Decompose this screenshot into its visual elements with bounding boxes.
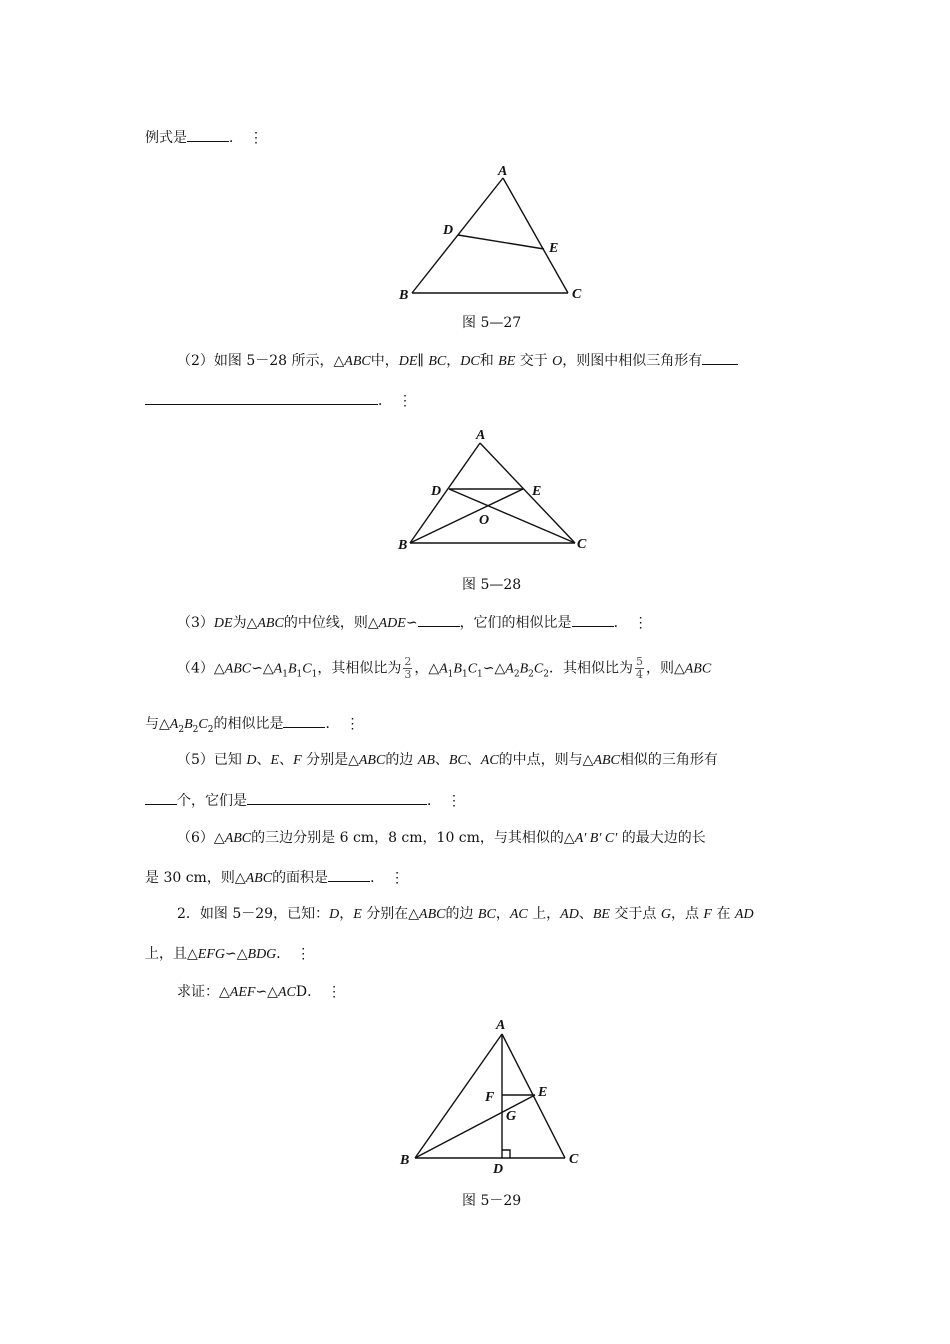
- label-e: E: [538, 1085, 548, 1100]
- label-a: A: [498, 164, 508, 179]
- paragraph-mark: ⋮: [390, 870, 405, 886]
- text: 和: [479, 353, 494, 369]
- math: C: [533, 661, 544, 677]
- math: AB: [417, 753, 435, 768]
- text: ，: [495, 906, 510, 922]
- caption-5-27: 图 5—27: [462, 315, 522, 331]
- math: 1: [311, 669, 318, 680]
- paragraph-mark: ⋮: [398, 393, 412, 409]
- math: B: [519, 661, 529, 677]
- question-5-line-1: [177, 750, 718, 771]
- text: 的边: [445, 906, 474, 922]
- text: ，点: [670, 906, 699, 922]
- text: 的边: [385, 752, 414, 768]
- text: 交于: [519, 353, 548, 369]
- text: 是 30 cm，则△: [145, 870, 246, 886]
- math: AEF: [229, 985, 256, 1000]
- math: EFG: [197, 947, 225, 962]
- math: ∽: [225, 946, 237, 962]
- text: ．: [325, 716, 340, 732]
- text: ，: [339, 906, 354, 922]
- math: 2: [178, 724, 185, 735]
- label-a: A: [476, 428, 486, 443]
- math: ∽: [482, 660, 495, 677]
- math: BC: [477, 907, 496, 922]
- label-g: G: [506, 1109, 517, 1124]
- math: DE: [398, 354, 418, 369]
- answer-blank: [418, 612, 460, 627]
- label-d: D: [493, 1162, 504, 1174]
- text: 相似的三角形有: [619, 752, 718, 768]
- math: AC: [480, 753, 499, 768]
- math: 1: [477, 669, 483, 680]
- math: ABC: [224, 831, 252, 846]
- text: ，则图中相似三角形有: [562, 353, 703, 369]
- math: DC: [460, 354, 480, 369]
- math: B: [184, 717, 193, 732]
- question-3: [177, 612, 648, 634]
- figure-5-27: [395, 160, 590, 305]
- math: ABC: [419, 907, 446, 922]
- label-e: E: [532, 484, 542, 499]
- text: 、: [256, 752, 271, 768]
- text: ．: [307, 984, 322, 1000]
- caption-5-29: 图 5－29: [462, 1193, 522, 1209]
- text: 分别是△: [306, 752, 359, 768]
- text: （3）: [177, 615, 214, 631]
- answer-blank: [247, 790, 427, 805]
- math: ABC: [257, 616, 284, 631]
- text: 、: [578, 906, 593, 922]
- math: BDG: [247, 947, 277, 962]
- text: （5）已知: [177, 752, 242, 768]
- math: ∽: [405, 615, 418, 631]
- math: D: [329, 907, 340, 922]
- math: 2: [207, 724, 214, 735]
- math: 2: [528, 669, 534, 680]
- label-c: C: [569, 1152, 579, 1167]
- math: BC: [428, 354, 447, 369]
- math: D: [295, 984, 308, 1000]
- question-6-line-2: [145, 867, 404, 889]
- math: A: [505, 661, 514, 677]
- text: 求证：△: [177, 984, 230, 1000]
- problem-2-line-1: [177, 904, 754, 925]
- answer-blank: [145, 390, 378, 405]
- text: 的面积是: [272, 870, 329, 886]
- paragraph-mark: ⋮: [633, 615, 648, 631]
- paragraph-mark: ⋮: [249, 130, 263, 146]
- label-c: C: [572, 287, 582, 302]
- fraction-5-4: $\frac{5}{4}$: [635, 655, 643, 681]
- text: 在: [716, 906, 731, 922]
- math: 2: [513, 669, 520, 680]
- math: E: [270, 753, 280, 768]
- math: 1: [447, 669, 454, 680]
- label-o: O: [479, 513, 490, 528]
- question-2-line-1: [177, 350, 738, 372]
- math: AC: [509, 907, 528, 922]
- math: A: [439, 661, 448, 677]
- math: ∥: [417, 353, 424, 369]
- text: 、: [466, 752, 481, 768]
- label-f: F: [485, 1090, 495, 1105]
- text: △: [494, 660, 506, 677]
- text: 中，: [370, 353, 399, 369]
- math: D: [246, 753, 257, 768]
- text: ．: [427, 793, 441, 809]
- math: A′ B′ C′: [574, 831, 618, 846]
- text: 的相似比是: [213, 716, 284, 732]
- text: （2）如图 5－28 所示，△: [177, 353, 345, 369]
- math: O: [552, 354, 563, 369]
- math: A: [169, 717, 179, 732]
- math: AC: [277, 985, 296, 1000]
- text: ，其相似比为: [317, 660, 402, 677]
- answer-blank: [187, 127, 229, 142]
- text: 、: [279, 752, 294, 768]
- text: ，则△: [645, 660, 685, 677]
- math: A: [273, 661, 283, 677]
- math: ABC: [684, 661, 712, 677]
- text: △: [267, 984, 278, 1000]
- math: ∽: [251, 660, 263, 677]
- text: 交于点: [614, 906, 657, 922]
- caption-5-28: 图 5—28: [462, 577, 522, 593]
- math: C: [467, 661, 478, 677]
- math: 1: [296, 669, 303, 680]
- text: ．: [613, 615, 628, 631]
- answer-blank: [328, 867, 370, 882]
- math: BC: [448, 753, 467, 768]
- math: ADE: [378, 616, 406, 631]
- math: BE: [592, 907, 610, 922]
- paragraph-mark: ⋮: [296, 946, 311, 962]
- question-2-line-2: [145, 390, 412, 411]
- text: 2．如图 5－29，已知：: [177, 906, 330, 922]
- text: ．: [229, 130, 243, 146]
- paragraph-mark: ⋮: [327, 984, 342, 1000]
- label-b: B: [398, 538, 408, 553]
- text: 个，它们是: [177, 793, 247, 809]
- figure-5-29: [395, 1012, 595, 1174]
- text: 分别在△: [366, 906, 420, 922]
- math: C: [302, 661, 312, 677]
- question-6-line-1: [177, 828, 706, 849]
- math: B: [453, 661, 462, 677]
- text: △: [262, 660, 274, 677]
- answer-blank: [145, 790, 177, 805]
- fraction-2-3: $\frac{2}{3}$: [404, 655, 412, 681]
- math: DE: [213, 616, 233, 631]
- math: C: [198, 717, 208, 732]
- math: ABC: [224, 661, 252, 677]
- question-4-line-2: [145, 713, 359, 740]
- text: ．: [378, 393, 392, 409]
- text: 的中位线，则△: [283, 615, 379, 631]
- math: G: [660, 907, 671, 922]
- text: 与△: [145, 716, 170, 732]
- text: 上，: [532, 906, 561, 922]
- text: 上，且△: [145, 946, 198, 962]
- answer-blank: [572, 612, 614, 627]
- math: E: [353, 907, 362, 922]
- text: 的三边分别是 6 cm，8 cm，10 cm，与其相似的△: [251, 830, 575, 846]
- text: ，它们的相似比是: [459, 615, 572, 631]
- text: （6）△: [177, 830, 225, 846]
- answer-blank: [702, 350, 738, 365]
- label-a: A: [496, 1018, 506, 1033]
- text: △: [236, 946, 248, 962]
- label-d: D: [443, 223, 454, 238]
- text: ，: [446, 353, 461, 369]
- label-e: E: [549, 241, 559, 256]
- label-b: B: [400, 1153, 410, 1168]
- text: ，△: [414, 660, 440, 677]
- text: 、: [434, 752, 449, 768]
- math: F: [703, 907, 712, 922]
- math: ABC: [358, 753, 386, 768]
- math: ABC: [245, 871, 273, 886]
- paragraph-mark: ⋮: [345, 716, 360, 732]
- proof-statement: [177, 982, 341, 1003]
- math: 1: [461, 669, 468, 680]
- math: AD: [560, 907, 579, 922]
- text: 的中点，则与△: [498, 752, 594, 768]
- paragraph-mark: ⋮: [447, 793, 461, 809]
- math: F: [293, 753, 302, 768]
- math: ABC: [593, 753, 620, 768]
- math: ABC: [344, 354, 371, 369]
- math: AD: [734, 907, 754, 922]
- math: 2: [192, 724, 199, 735]
- math: ∽: [255, 984, 268, 1000]
- label-c: C: [577, 537, 587, 552]
- answer-blank: [283, 713, 325, 728]
- question-4-line-1: [177, 656, 711, 684]
- question-5-line-2: [145, 790, 461, 811]
- math: B: [287, 661, 297, 677]
- text: ．: [370, 870, 385, 886]
- math: 1: [282, 669, 288, 680]
- text-line-top: [145, 127, 263, 148]
- text: 为△: [232, 615, 258, 631]
- math: BE: [498, 354, 516, 369]
- figure-5-28: [395, 423, 595, 558]
- label-d: D: [431, 484, 442, 499]
- label-b: B: [399, 288, 409, 303]
- text: （4）△: [177, 660, 225, 677]
- text: 的最大边的长: [617, 830, 706, 846]
- math: 2: [543, 669, 549, 680]
- text: ．: [276, 946, 291, 962]
- text: 例式是: [145, 130, 187, 146]
- problem-2-line-2: [145, 944, 310, 965]
- text: ．其相似比为: [548, 660, 633, 677]
